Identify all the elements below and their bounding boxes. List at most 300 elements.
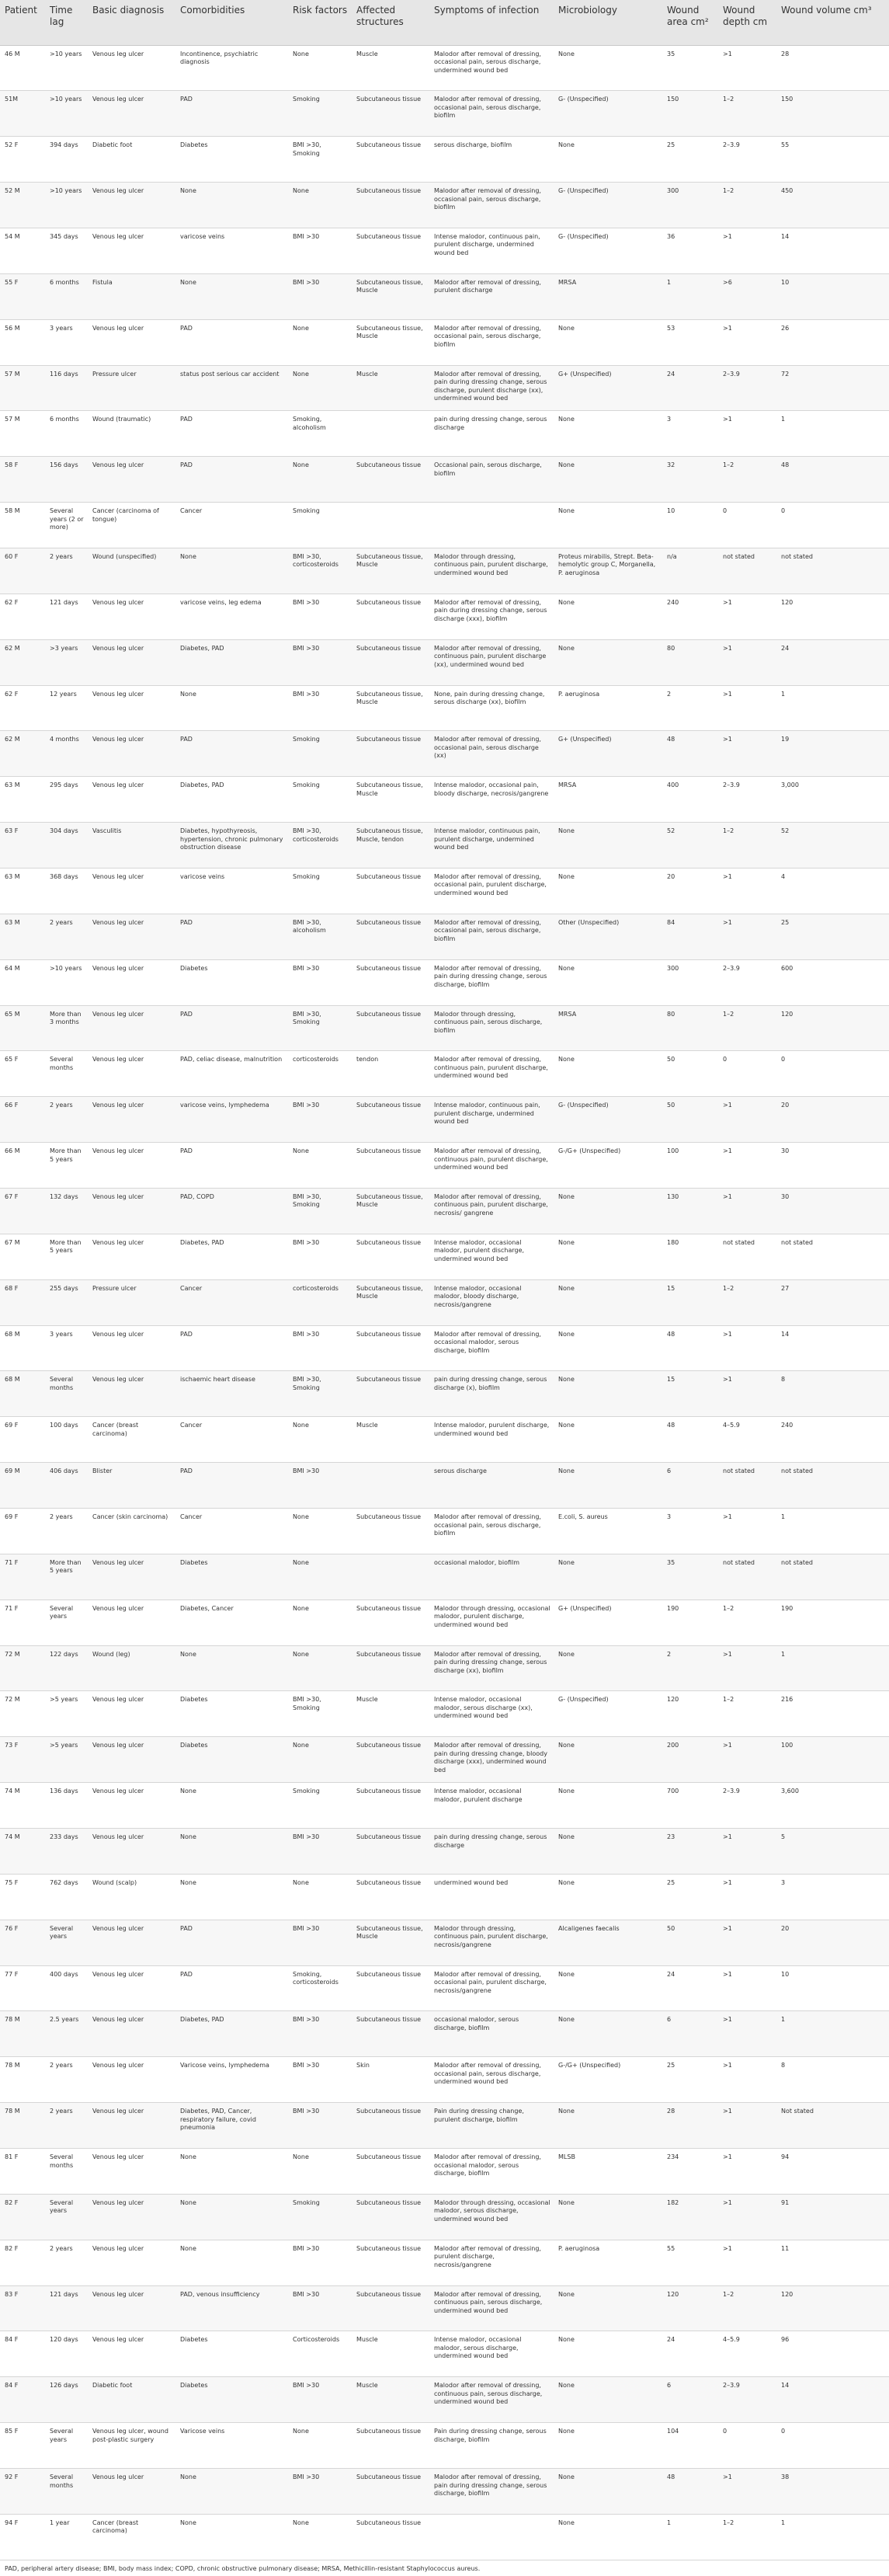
cell-risk-factors: None	[288, 1143, 352, 1189]
cell-symptoms: Intense malodor, occasional malodor, bloody discharge, necrosis/gangrene	[429, 1279, 554, 1325]
header-wound-volume: Wound volume cm³	[776, 0, 889, 45]
cell-comorbidities: PAD, venous insufficiency	[175, 2285, 288, 2331]
cell-symptoms: Malodor after removal of dressing, occasional pain, serous discharge, biofilm	[429, 319, 554, 365]
table-row	[0, 319, 889, 365]
cell-wound-area: 400	[662, 777, 718, 823]
cell-wound-volume: 450	[776, 183, 889, 228]
cell-wound-area: 52	[662, 823, 718, 869]
cell-patient: 78 M	[0, 2103, 45, 2149]
cell-risk-factors: Smoking	[288, 777, 352, 823]
cell-comorbidities: Cancer	[175, 1417, 288, 1463]
cell-patient: 54 M	[0, 228, 45, 273]
cell-microbiology: None	[554, 1829, 662, 1875]
cell-comorbidities: Diabetes, PAD, Cancer, respiratory failure, covid pneumonia	[175, 2103, 288, 2149]
cell-comorbidities: PAD, COPD	[175, 1188, 288, 1234]
table-row	[0, 2285, 889, 2331]
cell-basic-diagnosis: Venous leg ulcer	[88, 1920, 175, 1965]
cell-microbiology: G- (Unspecified)	[554, 228, 662, 273]
cell-affected-structures: Subcutaneous tissue	[352, 2194, 429, 2240]
cell-patient: 64 M	[0, 959, 45, 1005]
cell-wound-depth: 2–3.9	[718, 959, 776, 1005]
cell-comorbidities: PAD	[175, 1143, 288, 1189]
cell-basic-diagnosis: Venous leg ulcer	[88, 2285, 175, 2331]
cell-risk-factors: None	[288, 1600, 352, 1645]
cell-risk-factors: BMI >30	[288, 1097, 352, 1143]
cell-wound-depth: >6	[718, 273, 776, 319]
table-row	[0, 1874, 889, 1920]
cell-patient: 63 M	[0, 868, 45, 914]
cell-microbiology: None	[554, 2514, 662, 2560]
cell-patient: 75 F	[0, 1874, 45, 1920]
cell-affected-structures: Subcutaneous tissue	[352, 137, 429, 183]
cell-wound-area: 25	[662, 1874, 718, 1920]
cell-basic-diagnosis: Cancer (carcinoma of tongue)	[88, 503, 175, 548]
cell-affected-structures: Subcutaneous tissue	[352, 1600, 429, 1645]
cell-wound-volume: 240	[776, 1417, 889, 1463]
cell-wound-depth: >1	[718, 1920, 776, 1965]
cell-wound-volume: 0	[776, 2423, 889, 2469]
table-row	[0, 1143, 889, 1189]
cell-time-lag: 2 years	[45, 1509, 88, 1554]
cell-wound-volume: 8	[776, 2057, 889, 2103]
table-footnote: PAD, peripheral artery disease; BMI, body mass index; COPD, chronic obstructive pulmonary disease; MRSA, Methicillin-resistant Staphylococcus aureus.	[5, 2565, 481, 2572]
cell-risk-factors: None	[288, 1554, 352, 1600]
cell-microbiology: None	[554, 2377, 662, 2423]
cell-comorbidities: None	[175, 183, 288, 228]
table-row	[0, 2103, 889, 2149]
table-row	[0, 2423, 889, 2469]
cell-basic-diagnosis: Venous leg ulcer	[88, 1965, 175, 2011]
cell-wound-area: 24	[662, 2331, 718, 2377]
cell-time-lag: 126 days	[45, 2377, 88, 2423]
cell-comorbidities: PAD	[175, 411, 288, 457]
cell-patient: 46 M	[0, 45, 45, 91]
cell-basic-diagnosis: Venous leg ulcer	[88, 639, 175, 685]
cell-symptoms: Intense malodor, occasional pain, bloody discharge, necrosis/gangrene	[429, 777, 554, 823]
table-row	[0, 914, 889, 959]
cell-symptoms: Malodor after removal of dressing, occasional pain, serous discharge, biofilm	[429, 183, 554, 228]
cell-comorbidities: Cancer	[175, 503, 288, 548]
cell-symptoms: Malodor after removal of dressing, occasional pain, serous discharge (xx)	[429, 731, 554, 777]
cell-basic-diagnosis: Venous leg ulcer, wound post-plastic surgery	[88, 2423, 175, 2469]
cell-affected-structures: Muscle	[352, 2377, 429, 2423]
cell-wound-volume: 3,600	[776, 1783, 889, 1829]
cell-patient: 52 F	[0, 137, 45, 183]
cell-patient: 78 M	[0, 2057, 45, 2103]
cell-risk-factors: Smoking	[288, 91, 352, 137]
table-body	[0, 45, 889, 2560]
cell-microbiology: None	[554, 2011, 662, 2057]
cell-patient: 63 F	[0, 823, 45, 869]
cell-wound-depth: not stated	[718, 548, 776, 594]
cell-risk-factors: BMI >30	[288, 2377, 352, 2423]
cell-basic-diagnosis: Cancer (breast carcinoma)	[88, 1417, 175, 1463]
cell-wound-depth: 1–2	[718, 1005, 776, 1051]
cell-wound-depth: 0	[718, 503, 776, 548]
cell-symptoms: Malodor after removal of dressing, pain during dressing change, serous discharge (xx), biofilm	[429, 1645, 554, 1691]
cell-affected-structures: Subcutaneous tissue, Muscle	[352, 777, 429, 823]
cell-time-lag: 2 years	[45, 2103, 88, 2149]
table-row	[0, 2011, 889, 2057]
cell-patient: 74 M	[0, 1783, 45, 1829]
cell-affected-structures: Subcutaneous tissue	[352, 1874, 429, 1920]
cell-affected-structures: Subcutaneous tissue	[352, 639, 429, 685]
cell-affected-structures: Subcutaneous tissue	[352, 2240, 429, 2285]
cell-symptoms: Malodor after removal of dressing, occasional malodor, serous discharge, biofilm	[429, 1325, 554, 1371]
cell-time-lag: 304 days	[45, 823, 88, 869]
table-row	[0, 685, 889, 731]
cell-risk-factors: None	[288, 319, 352, 365]
cell-risk-factors: BMI >30	[288, 685, 352, 731]
cell-symptoms: serous discharge	[429, 1463, 554, 1509]
cell-wound-area: 130	[662, 1188, 718, 1234]
cell-wound-depth: 4–5.9	[718, 1417, 776, 1463]
cell-microbiology: MRSA	[554, 777, 662, 823]
cell-patient: 84 F	[0, 2377, 45, 2423]
cell-affected-structures: Muscle	[352, 1417, 429, 1463]
cell-risk-factors: BMI >30	[288, 639, 352, 685]
cell-symptoms: Malodor through dressing, continuous pain, serous discharge, biofilm	[429, 1005, 554, 1051]
cell-basic-diagnosis: Venous leg ulcer	[88, 1097, 175, 1143]
cell-wound-depth: 1–2	[718, 457, 776, 503]
cell-wound-area: 190	[662, 1600, 718, 1645]
cell-affected-structures: Subcutaneous tissue	[352, 959, 429, 1005]
cell-risk-factors: BMI >30	[288, 1325, 352, 1371]
cell-basic-diagnosis: Wound (leg)	[88, 1645, 175, 1691]
cell-symptoms: Malodor after removal of dressing, occasional malodor, serous discharge, biofilm	[429, 2149, 554, 2195]
table-row	[0, 548, 889, 594]
cell-wound-area: 1	[662, 273, 718, 319]
cell-wound-volume: not stated	[776, 1234, 889, 1279]
cell-wound-volume: 30	[776, 1143, 889, 1189]
cell-wound-volume: 26	[776, 319, 889, 365]
cell-time-lag: 100 days	[45, 1417, 88, 1463]
cell-wound-area: 53	[662, 319, 718, 365]
cell-wound-depth: >1	[718, 45, 776, 91]
cell-time-lag: 12 years	[45, 685, 88, 731]
cell-time-lag: 120 days	[45, 2331, 88, 2377]
cell-symptoms: Malodor after removal of dressing, continuous pain, serous discharge, undermined wound bed	[429, 2377, 554, 2423]
cell-wound-depth: 2–3.9	[718, 1783, 776, 1829]
cell-comorbidities: None	[175, 1829, 288, 1875]
cell-microbiology: None	[554, 1417, 662, 1463]
cell-wound-area: 2	[662, 1645, 718, 1691]
cell-comorbidities: None	[175, 273, 288, 319]
cell-basic-diagnosis: Venous leg ulcer	[88, 868, 175, 914]
cell-wound-volume: 55	[776, 137, 889, 183]
cell-risk-factors: BMI >30	[288, 273, 352, 319]
table-row	[0, 731, 889, 777]
cell-patient: 62 M	[0, 639, 45, 685]
cell-patient: 66 M	[0, 1143, 45, 1189]
cell-wound-area: 300	[662, 959, 718, 1005]
cell-comorbidities: None	[175, 1783, 288, 1829]
cell-patient: 58 M	[0, 503, 45, 548]
cell-patient: 56 M	[0, 319, 45, 365]
cell-affected-structures: Subcutaneous tissue	[352, 91, 429, 137]
cell-microbiology: P. aeruginosa	[554, 2240, 662, 2285]
cell-comorbidities: None	[175, 548, 288, 594]
table-row	[0, 1279, 889, 1325]
cell-comorbidities: Diabetes, PAD	[175, 777, 288, 823]
cell-basic-diagnosis: Venous leg ulcer	[88, 1234, 175, 1279]
cell-comorbidities: None	[175, 2469, 288, 2515]
cell-symptoms: Malodor through dressing, continuous pain, purulent discharge, undermined wound bed	[429, 548, 554, 594]
cell-patient: 62 F	[0, 685, 45, 731]
cell-wound-volume: 0	[776, 503, 889, 548]
cell-wound-depth: 4–5.9	[718, 2331, 776, 2377]
cell-wound-area: 35	[662, 1554, 718, 1600]
cell-wound-area: 36	[662, 228, 718, 273]
cell-wound-depth: >1	[718, 594, 776, 639]
cell-symptoms: occasional malodor, biofilm	[429, 1554, 554, 1600]
cell-affected-structures: Subcutaneous tissue	[352, 1509, 429, 1554]
cell-wound-area: 50	[662, 1920, 718, 1965]
cell-comorbidities: PAD	[175, 91, 288, 137]
cell-microbiology: Alcaligenes faecalis	[554, 1920, 662, 1965]
cell-time-lag: Several years	[45, 2423, 88, 2469]
cell-comorbidities: PAD	[175, 1965, 288, 2011]
cell-wound-area: 182	[662, 2194, 718, 2240]
cell-symptoms: Intense malodor, occasional malodor, purulent discharge, undermined wound bed	[429, 1234, 554, 1279]
cell-time-lag: 4 months	[45, 731, 88, 777]
cell-affected-structures: Subcutaneous tissue	[352, 1234, 429, 1279]
cell-patient: 60 F	[0, 548, 45, 594]
cell-time-lag: Several years (2 or more)	[45, 503, 88, 548]
cell-basic-diagnosis: Venous leg ulcer	[88, 777, 175, 823]
cell-affected-structures: Subcutaneous tissue	[352, 1097, 429, 1143]
cell-affected-structures: Subcutaneous tissue, Muscle	[352, 1279, 429, 1325]
cell-risk-factors: Smoking	[288, 868, 352, 914]
cell-microbiology: G- (Unspecified)	[554, 183, 662, 228]
cell-patient: 71 F	[0, 1554, 45, 1600]
cell-affected-structures: Muscle	[352, 45, 429, 91]
cell-affected-structures: Subcutaneous tissue, Muscle	[352, 1188, 429, 1234]
cell-risk-factors: Smoking	[288, 2194, 352, 2240]
header-wound-area: Wound area cm²	[662, 0, 718, 45]
cell-wound-depth: >1	[718, 2103, 776, 2149]
cell-microbiology: None	[554, 45, 662, 91]
cell-risk-factors: None	[288, 183, 352, 228]
cell-risk-factors: None	[288, 1509, 352, 1554]
table-row	[0, 2469, 889, 2515]
cell-comorbidities: PAD	[175, 914, 288, 959]
cell-risk-factors: BMI >30, Smoking	[288, 1371, 352, 1417]
cell-symptoms: pain during dressing change, serous discharge (x), biofilm	[429, 1371, 554, 1417]
cell-patient: 62 F	[0, 594, 45, 639]
cell-microbiology: None	[554, 137, 662, 183]
cell-comorbidities: PAD	[175, 1325, 288, 1371]
cell-wound-volume: 1	[776, 411, 889, 457]
cell-basic-diagnosis: Venous leg ulcer	[88, 1829, 175, 1875]
cell-wound-area: 150	[662, 91, 718, 137]
cell-microbiology: None	[554, 1234, 662, 1279]
cell-comorbidities: PAD	[175, 1005, 288, 1051]
cell-wound-area: n/a	[662, 548, 718, 594]
cell-comorbidities: Varicose veins, lymphedema	[175, 2057, 288, 2103]
cell-wound-area: 48	[662, 2469, 718, 2515]
cell-microbiology: None	[554, 457, 662, 503]
cell-basic-diagnosis: Diabetic foot	[88, 2377, 175, 2423]
cell-patient: 51M	[0, 91, 45, 137]
cell-basic-diagnosis: Venous leg ulcer	[88, 457, 175, 503]
cell-basic-diagnosis: Venous leg ulcer	[88, 731, 175, 777]
table-row	[0, 2514, 889, 2560]
cell-wound-volume: 24	[776, 639, 889, 685]
cell-wound-area: 48	[662, 1325, 718, 1371]
cell-affected-structures: Subcutaneous tissue	[352, 1965, 429, 2011]
cell-basic-diagnosis: Venous leg ulcer	[88, 2240, 175, 2285]
table-row	[0, 1645, 889, 1691]
cell-affected-structures: Muscle	[352, 365, 429, 411]
table-row	[0, 2331, 889, 2377]
cell-patient: 65 M	[0, 1005, 45, 1051]
cell-basic-diagnosis: Venous leg ulcer	[88, 1143, 175, 1189]
header-time-lag: Time lag	[45, 0, 88, 45]
table-row	[0, 594, 889, 639]
cell-wound-volume: 10	[776, 1965, 889, 2011]
cell-microbiology: G-/G+ (Unspecified)	[554, 2057, 662, 2103]
cell-wound-depth: 1–2	[718, 1691, 776, 1737]
cell-wound-depth: 2–3.9	[718, 365, 776, 411]
cell-microbiology: E.coli, S. aureus	[554, 1509, 662, 1554]
cell-wound-volume: 3,000	[776, 777, 889, 823]
cell-basic-diagnosis: Venous leg ulcer	[88, 1325, 175, 1371]
cell-comorbidities: varicose veins, lymphedema	[175, 1097, 288, 1143]
cell-wound-depth: >1	[718, 411, 776, 457]
cell-affected-structures: tendon	[352, 1051, 429, 1097]
cell-affected-structures: Subcutaneous tissue, Muscle	[352, 1920, 429, 1965]
table-row	[0, 2377, 889, 2423]
cell-affected-structures	[352, 503, 429, 548]
cell-time-lag: 6 months	[45, 411, 88, 457]
cell-affected-structures: Subcutaneous tissue	[352, 1325, 429, 1371]
cell-comorbidities: None	[175, 2514, 288, 2560]
cell-symptoms	[429, 2514, 554, 2560]
cell-symptoms: Intense malodor, occasional malodor, purulent discharge	[429, 1783, 554, 1829]
cell-microbiology: None	[554, 823, 662, 869]
table-row	[0, 1691, 889, 1737]
cell-comorbidities: Diabetes, Cancer	[175, 1600, 288, 1645]
cell-microbiology: G-/G+ (Unspecified)	[554, 1143, 662, 1189]
cell-patient: 68 M	[0, 1325, 45, 1371]
cell-affected-structures: Subcutaneous tissue, Muscle	[352, 319, 429, 365]
table-row	[0, 1554, 889, 1600]
cell-time-lag: 1 year	[45, 2514, 88, 2560]
cell-wound-depth: not stated	[718, 1463, 776, 1509]
cell-time-lag: >3 years	[45, 639, 88, 685]
cell-microbiology: None	[554, 2194, 662, 2240]
cell-time-lag: 136 days	[45, 1783, 88, 1829]
cell-wound-area: 35	[662, 45, 718, 91]
cell-wound-volume: 72	[776, 365, 889, 411]
cell-wound-depth: >1	[718, 1829, 776, 1875]
cell-microbiology: Proteus mirabilis, Strept. Beta-hemolytic group C, Morganella, P. aeruginosa	[554, 548, 662, 594]
cell-patient: 65 F	[0, 1051, 45, 1097]
header-wound-depth: Wound depth cm	[718, 0, 776, 45]
cell-basic-diagnosis: Fistula	[88, 273, 175, 319]
cell-microbiology: None	[554, 1463, 662, 1509]
cell-patient: 55 F	[0, 273, 45, 319]
cell-affected-structures: Subcutaneous tissue	[352, 2285, 429, 2331]
cell-wound-area: 32	[662, 457, 718, 503]
cell-time-lag: >10 years	[45, 959, 88, 1005]
cell-risk-factors: Smoking	[288, 1783, 352, 1829]
cell-wound-volume: 216	[776, 1691, 889, 1737]
cell-patient: 82 F	[0, 2194, 45, 2240]
cell-wound-area: 23	[662, 1829, 718, 1875]
cell-risk-factors: BMI >30, Smoking	[288, 137, 352, 183]
header-comorbidities: Comorbidities	[175, 0, 288, 45]
cell-patient: 74 M	[0, 1829, 45, 1875]
cell-wound-volume: Not stated	[776, 2103, 889, 2149]
cell-symptoms: Malodor after removal of dressing, occasional pain, serous discharge, undermined wound bed	[429, 45, 554, 91]
cell-wound-area: 24	[662, 365, 718, 411]
cell-comorbidities: PAD	[175, 1463, 288, 1509]
cell-wound-depth: >1	[718, 1097, 776, 1143]
table-row	[0, 91, 889, 137]
table-row	[0, 1325, 889, 1371]
cell-patient: 76 F	[0, 1920, 45, 1965]
table-row	[0, 137, 889, 183]
cell-risk-factors: BMI >30	[288, 2285, 352, 2331]
cell-symptoms: Intense malodor, occasional malodor, serous discharge, undermined wound bed	[429, 2331, 554, 2377]
cell-patient: 85 F	[0, 2423, 45, 2469]
cell-wound-area: 234	[662, 2149, 718, 2195]
cell-symptoms: Malodor after removal of dressing, pain during dressing change, bloody discharge (xxx), undermined wound bed	[429, 1737, 554, 1783]
cell-wound-area: 84	[662, 914, 718, 959]
cell-symptoms: Pain during dressing change, purulent discharge, biofilm	[429, 2103, 554, 2149]
cell-wound-volume: 14	[776, 1325, 889, 1371]
cell-comorbidities: Diabetes, hypothyreosis, hypertension, chronic pulmonary obstruction disease	[175, 823, 288, 869]
cell-time-lag: 3 years	[45, 319, 88, 365]
cell-risk-factors: None	[288, 2423, 352, 2469]
cell-time-lag: 368 days	[45, 868, 88, 914]
cell-wound-volume: 19	[776, 731, 889, 777]
cell-comorbidities: status post serious car accident	[175, 365, 288, 411]
cell-comorbidities: Diabetes	[175, 2377, 288, 2423]
cell-basic-diagnosis: Venous leg ulcer	[88, 1600, 175, 1645]
table-row	[0, 457, 889, 503]
table-row	[0, 639, 889, 685]
cell-basic-diagnosis: Venous leg ulcer	[88, 1737, 175, 1783]
cell-basic-diagnosis: Wound (unspecified)	[88, 548, 175, 594]
cell-symptoms: Malodor after removal of dressing, occasional pain, serous discharge, biofilm	[429, 914, 554, 959]
cell-wound-area: 48	[662, 1417, 718, 1463]
cell-microbiology: MRSA	[554, 273, 662, 319]
cell-wound-area: 28	[662, 2103, 718, 2149]
cell-wound-volume: 120	[776, 594, 889, 639]
cell-wound-volume: 14	[776, 228, 889, 273]
cell-risk-factors: BMI >30	[288, 2057, 352, 2103]
cell-risk-factors: None	[288, 1417, 352, 1463]
cell-symptoms: Malodor after removal of dressing, purulent discharge	[429, 273, 554, 319]
cell-wound-volume: 1	[776, 2514, 889, 2560]
table-row	[0, 45, 889, 91]
cell-wound-area: 10	[662, 503, 718, 548]
cell-wound-depth: >1	[718, 1874, 776, 1920]
cell-wound-area: 80	[662, 1005, 718, 1051]
cell-wound-volume: not stated	[776, 1463, 889, 1509]
cell-patient: 62 M	[0, 731, 45, 777]
cell-wound-volume: 1	[776, 1509, 889, 1554]
cell-patient: 57 M	[0, 411, 45, 457]
cell-microbiology: G- (Unspecified)	[554, 91, 662, 137]
cell-time-lag: 2 years	[45, 1097, 88, 1143]
table-row	[0, 823, 889, 869]
cell-microbiology: None	[554, 2469, 662, 2515]
cell-microbiology: None	[554, 1554, 662, 1600]
